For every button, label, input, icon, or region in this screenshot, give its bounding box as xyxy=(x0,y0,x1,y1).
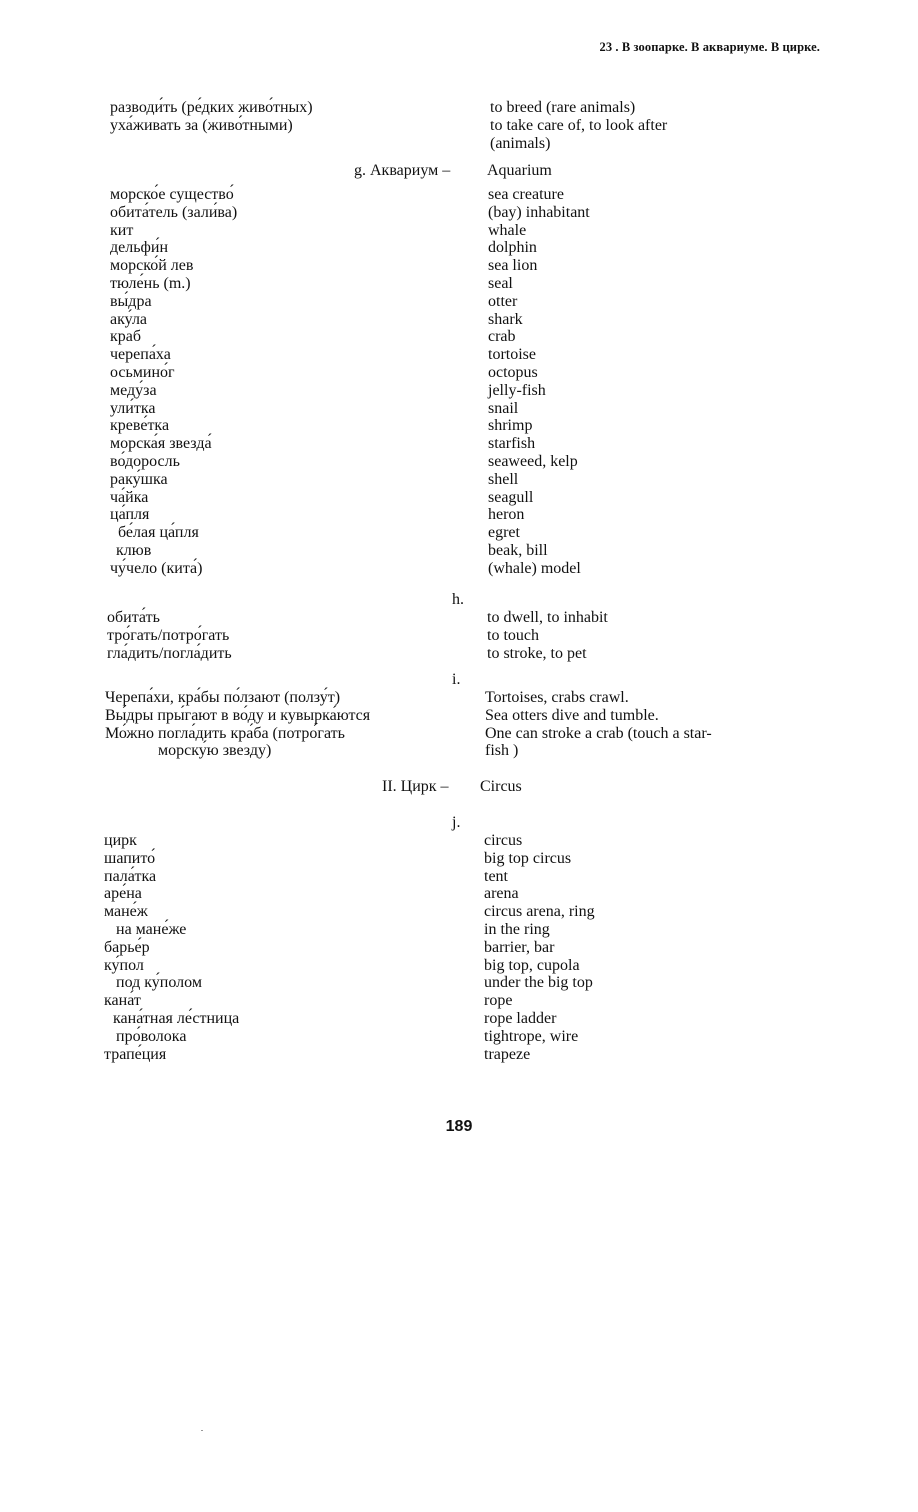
phrase-row xyxy=(0,742,918,760)
ru-term: дельфи́н xyxy=(110,239,169,257)
vocab-row xyxy=(0,117,918,135)
ru-phrase: Мо́жно погла́дить кра́ба (потро́гать xyxy=(105,724,345,742)
vocab-row xyxy=(0,293,918,311)
ru-term: раку́шка xyxy=(110,470,168,488)
ru-term: обита́тель (зали́ва) xyxy=(110,203,238,221)
ru-term: ца́пля xyxy=(110,506,150,524)
vocab-row xyxy=(0,417,918,435)
vocab-row xyxy=(0,275,918,293)
section-label: i. xyxy=(452,671,461,688)
vocab-row xyxy=(0,222,918,240)
ru-term: шапито́ xyxy=(104,849,156,867)
ru-term: во́доросль xyxy=(110,452,180,470)
zoo-care-section xyxy=(0,99,918,152)
ru-term: тюле́нь (m.) xyxy=(110,274,191,292)
en-translation: snail xyxy=(488,399,519,417)
ru-term: про́волока xyxy=(116,1027,187,1045)
heading-en: Aquarium xyxy=(487,162,552,179)
en-translation: to dwell, to inhabit xyxy=(487,609,608,626)
en-translation: under the big top xyxy=(484,974,593,992)
en-translation: circus arena, ring xyxy=(484,903,595,921)
en-translation: (bay) inhabitant xyxy=(488,203,590,221)
vocab-row xyxy=(0,832,918,850)
running-header: 23 . В зоопарке. В аквариуме. В цирке. xyxy=(599,40,820,54)
vocab-row xyxy=(0,204,918,222)
vocab-row xyxy=(0,957,918,975)
phrase-row xyxy=(0,689,918,707)
section-h-list xyxy=(0,609,918,662)
section-label: h. xyxy=(452,591,464,608)
en-translation: arena xyxy=(484,885,519,903)
ru-term: тро́гать/потро́гать xyxy=(107,626,230,644)
vocab-row xyxy=(0,435,918,453)
heading-ru: g. Аквариум – xyxy=(354,162,451,179)
ru-term: осьмино́г xyxy=(110,363,175,381)
ru-term: гла́дить/погла́дить xyxy=(107,644,232,662)
en-translation: rope xyxy=(484,992,513,1010)
page-number: 189 xyxy=(445,1118,473,1135)
vocab-row xyxy=(0,471,918,489)
vocab-row xyxy=(0,239,918,257)
vocab-row xyxy=(0,135,918,153)
vocab-row xyxy=(0,921,918,939)
ru-term: ули́тка xyxy=(110,399,156,417)
en-translation: seagull xyxy=(488,488,534,506)
ru-phrase: Черепа́хи, кра́бы по́лзают (ползу́т) xyxy=(105,689,341,706)
ru-term: ча́йка xyxy=(110,488,149,506)
vocab-row xyxy=(0,453,918,471)
en-translation: seaweed, kelp xyxy=(488,452,578,470)
en-translation: to take care of, to look after xyxy=(490,116,668,134)
scan-speck xyxy=(201,1430,203,1431)
section-label: j. xyxy=(452,814,461,831)
en-translation: shark xyxy=(488,310,523,328)
ru-term: пала́тка xyxy=(104,867,157,885)
en-translation: crab xyxy=(488,328,516,346)
vocab-row xyxy=(0,257,918,275)
vocab-row xyxy=(0,903,918,921)
vocab-row xyxy=(0,609,918,627)
ru-term: ку́пол xyxy=(104,956,144,974)
vocab-row xyxy=(0,868,918,886)
en-translation: shell xyxy=(488,470,519,488)
circus-list xyxy=(0,832,918,1063)
en-translation: shrimp xyxy=(488,417,533,435)
en-translation: sea creature xyxy=(488,186,564,203)
vocab-row xyxy=(0,506,918,524)
ru-phrase: морску́ю звезду) xyxy=(158,742,272,760)
ru-term: барье́р xyxy=(104,938,150,956)
ru-term: под ку́полом xyxy=(116,974,202,992)
vocab-row xyxy=(0,1010,918,1028)
en-translation: big top circus xyxy=(484,849,572,867)
vocab-row xyxy=(0,186,918,204)
vocab-row xyxy=(0,560,918,578)
ru-term: разводи́ть (ре́дких живо́тных) xyxy=(110,99,313,116)
en-translation: One can stroke a crab (touch a star- xyxy=(485,724,712,742)
en-translation: to touch xyxy=(487,626,539,644)
en-translation: tightrope, wire xyxy=(484,1027,579,1045)
vocab-row xyxy=(0,939,918,957)
en-translation: egret xyxy=(488,524,520,542)
ru-phrase: Вы́дры пры́гают в во́ду и кувырка́ются xyxy=(105,706,371,724)
ru-term: креве́тка xyxy=(110,417,170,435)
en-translation: jelly-fish xyxy=(488,381,546,399)
ru-term: кана́т xyxy=(104,992,141,1010)
en-translation: barrier, bar xyxy=(484,938,555,956)
ru-term: черепа́ха xyxy=(110,346,171,364)
ru-term: чу́чело (кита́) xyxy=(110,559,203,577)
phrase-row xyxy=(0,725,918,743)
en-translation: sea lion xyxy=(488,257,538,275)
en-translation: tent xyxy=(484,867,508,885)
phrase-row xyxy=(0,707,918,725)
vocab-row xyxy=(0,974,918,992)
ru-term: на мане́же xyxy=(116,920,187,938)
en-translation: circus xyxy=(484,832,523,849)
ru-term: аку́ла xyxy=(110,310,148,328)
ru-term: вы́дра xyxy=(110,292,152,310)
vocab-row xyxy=(0,382,918,400)
vocab-row xyxy=(0,364,918,382)
vocab-row xyxy=(0,400,918,418)
en-translation: to breed (rare animals) xyxy=(490,99,636,116)
en-translation: Sea otters dive and tumble. xyxy=(485,706,659,724)
ru-term: морско́е существо́ xyxy=(110,186,234,203)
ru-term: кана́тная ле́стница xyxy=(113,1009,240,1027)
vocab-row xyxy=(0,645,918,663)
ru-term: уха́живать за (живо́тными) xyxy=(110,116,293,134)
ru-term: цирк xyxy=(104,832,137,849)
vocab-row xyxy=(0,311,918,329)
en-translation: (whale) model xyxy=(488,559,581,577)
vocab-row xyxy=(0,489,918,507)
vocab-row xyxy=(0,328,918,346)
vocab-row xyxy=(0,99,918,117)
en-translation: heron xyxy=(488,506,525,524)
vocab-row xyxy=(0,1046,918,1064)
en-translation: (animals) xyxy=(490,134,551,152)
en-translation: seal xyxy=(488,274,513,292)
section-i-list xyxy=(0,689,918,760)
vocab-row xyxy=(0,627,918,645)
en-translation: rope ladder xyxy=(484,1009,557,1027)
ru-term: кит xyxy=(110,221,134,239)
ru-term: морска́я звезда́ xyxy=(110,435,212,453)
en-translation: whale xyxy=(488,221,527,239)
en-translation: trapeze xyxy=(484,1045,531,1063)
heading-en: Circus xyxy=(480,778,522,795)
vocab-row xyxy=(0,850,918,868)
vocab-row xyxy=(0,346,918,364)
vocab-row xyxy=(0,1028,918,1046)
en-translation: Tortoises, crabs crawl. xyxy=(485,689,629,706)
ru-term: краб xyxy=(110,328,142,346)
ru-term: трапе́ция xyxy=(104,1045,167,1063)
ru-term: меду́за xyxy=(110,381,157,399)
ru-term: морско́й лев xyxy=(110,257,194,275)
en-translation: dolphin xyxy=(488,239,537,257)
en-translation: in the ring xyxy=(484,920,550,938)
en-translation: octopus xyxy=(488,363,538,381)
heading-ru: II. Цирк – xyxy=(382,778,449,795)
en-translation: fish ) xyxy=(485,742,519,760)
ru-term: мане́ж xyxy=(104,903,148,921)
vocab-row xyxy=(0,885,918,903)
vocab-row xyxy=(0,524,918,542)
en-translation: to stroke, to pet xyxy=(487,644,587,662)
aquarium-list xyxy=(0,186,918,578)
ru-term: бе́лая ца́пля xyxy=(118,524,199,542)
vocab-row xyxy=(0,542,918,560)
en-translation: starfish xyxy=(488,435,536,453)
vocab-row xyxy=(0,992,918,1010)
en-translation: tortoise xyxy=(488,346,536,364)
ru-term: обита́ть xyxy=(107,609,160,626)
en-translation: otter xyxy=(488,292,518,310)
en-translation: beak, bill xyxy=(488,541,548,559)
ru-term: клюв xyxy=(116,541,152,559)
ru-term: аре́на xyxy=(104,885,142,903)
en-translation: big top, cupola xyxy=(484,956,580,974)
